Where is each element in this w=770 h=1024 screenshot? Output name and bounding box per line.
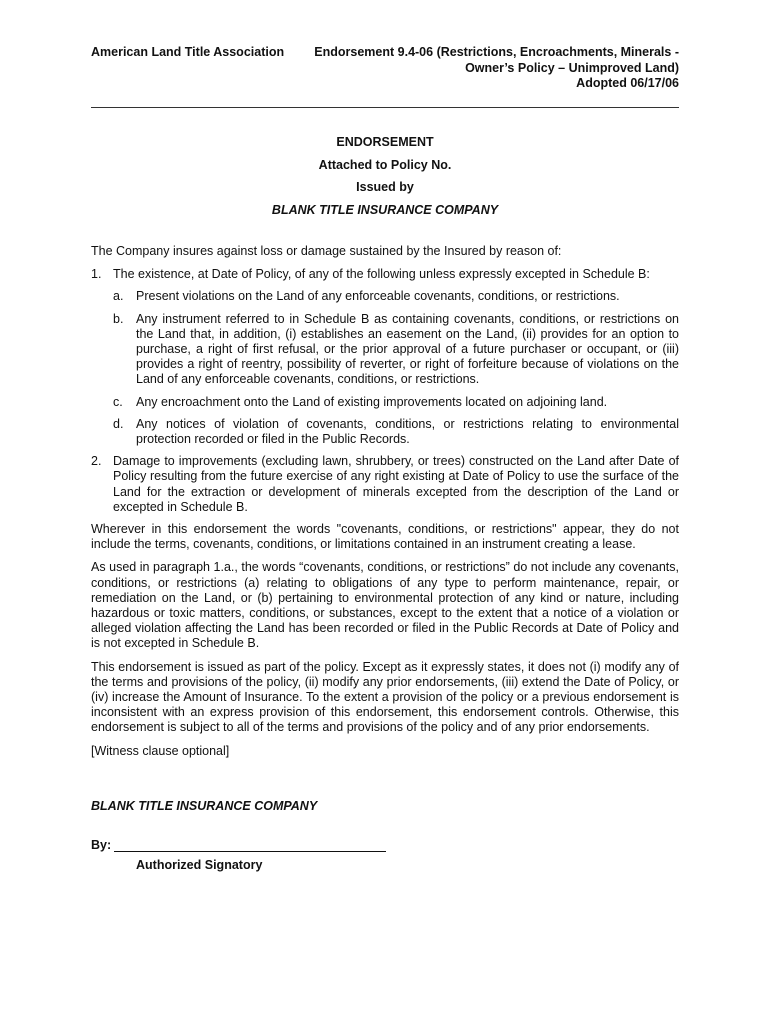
list-item-1 <box>91 267 679 282</box>
document-body <box>91 244 679 767</box>
sub-item-letter: a. <box>113 289 124 304</box>
policy-terms-paragraph: This endorsement is issued as part of the policy. Except as it expressly states, it does not (i) modify any of the terms and provisions of the policy, (ii) modify any prior endorsements, (iii) extend the Date of Policy, or (iv) increase the Amount of Insurance. To the extent a provision of the policy or a previous endorsement is inconsistent with an express provision of this endorsement, this endorsement controls. Otherwise, this endorsement is subject to all of the terms and provisions of the policy and of any prior endorsements. <box>91 659 679 735</box>
signature-by-row <box>91 838 386 852</box>
issued-by: Issued by <box>356 180 414 194</box>
header-endorsement-line2: Owner’s Policy – Unimproved Land) <box>465 60 679 75</box>
sub-item-letter: b. <box>113 311 124 326</box>
sub-item-letter: c. <box>113 394 123 409</box>
list-item-text: The existence, at Date of Policy, of any of the following unless expressly excepted in Schedule B: <box>113 267 650 282</box>
witness-clause: [Witness clause optional] <box>91 743 230 758</box>
sub-item-a <box>113 289 679 304</box>
list-item-2 <box>91 454 679 515</box>
sub-item-text: Any encroachment onto the Land of existing improvements located on adjoining land. <box>136 394 608 409</box>
header-adopted-date: Adopted 06/17/06 <box>576 76 679 90</box>
sub-item-text: Any notices of violation of covenants, conditions, or restrictions relating to environmental protection recorded or filed in the Public Records. <box>136 416 679 447</box>
header-divider <box>91 107 679 108</box>
sub-item-letter: d. <box>113 416 124 431</box>
signature-by-label: By: <box>91 838 112 852</box>
signature-company: BLANK TITLE INSURANCE COMPANY <box>91 799 318 813</box>
authorized-signatory-label: Authorized Signatory <box>136 858 263 872</box>
list-item-text: Damage to improvements (excluding lawn, shrubbery, or trees) constructed on the Land after Date of Policy resulting from the future exercise of any right existing at Date of Policy to use the surface of the Land for the extraction or development of minerals excepted from the description of the Land or excepted in Schedule B. <box>113 454 679 514</box>
document-title: ENDORSEMENT <box>336 135 434 149</box>
sub-item-b <box>113 312 679 388</box>
paragraph-1a-scope: As used in paragraph 1.a., the words “covenants, conditions, or restrictions” do not include any covenants, conditions, or restrictions (a) relating to obligations of any type to perform maintenance, repair, or remediation on the Land, or (b) pertaining to environmental protection of any kind or nature, including hazardous or toxic matters, conditions, or substances, except to the extent that a notice of a violation or alleged violation affecting the Land has been recorded or filed in the Public Records at Date of Policy and is not excepted in Schedule B. <box>91 560 679 651</box>
header-endorsement-line1: Endorsement 9.4-06 (Restrictions, Encroachments, Minerals - <box>314 45 679 59</box>
signature-line <box>114 838 386 852</box>
list-item-number: 2. <box>91 454 102 469</box>
covenants-definition-paragraph: Wherever in this endorsement the words "covenants, conditions, or restrictions" appear, they do not include the terms, covenants, conditions, or limitations contained in an instrument creating a lease. <box>91 522 679 552</box>
list-item-number: 1. <box>91 267 102 282</box>
header-endorsement-info <box>314 45 679 92</box>
issuing-company: BLANK TITLE INSURANCE COMPANY <box>271 202 499 217</box>
title-block <box>91 131 679 221</box>
header-organization: American Land Title Association <box>91 45 285 59</box>
attached-to-policy: Attached to Policy No. <box>318 157 452 172</box>
sub-item-c <box>113 395 679 410</box>
sub-item-text: Any instrument referred to in Schedule B as containing covenants, conditions, or restrictions on the Land that, in addition, (i) establishes an easement on the Land, (ii) provides for an option to purchase, a right of first refusal, or the prior approval of a future purchaser or occupant, or (iii) provides a right of reentry, possibility of reverter, or right of forfeiture because of violations on the Land of any enforceable covenants, conditions, or restrictions. <box>136 311 679 387</box>
sub-item-text: Present violations on the Land of any enforceable covenants, conditions, or restrictions. <box>136 289 620 304</box>
sub-item-d <box>113 417 679 447</box>
intro-paragraph: The Company insures against loss or damage sustained by the Insured by reason of: <box>91 244 562 258</box>
